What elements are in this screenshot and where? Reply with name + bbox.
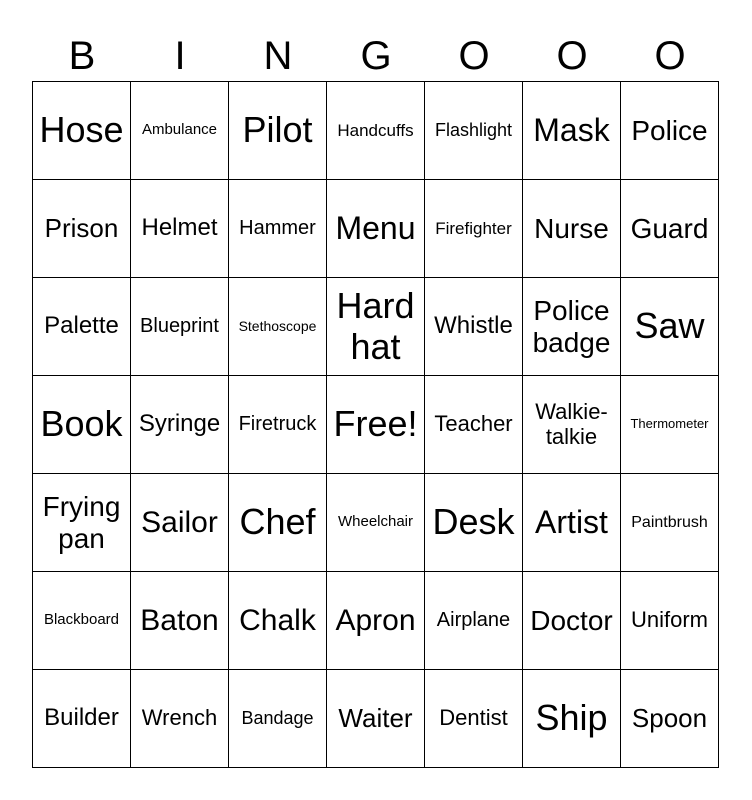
cell-label: Blackboard bbox=[43, 611, 120, 629]
bingo-cell[interactable] bbox=[621, 82, 719, 180]
header-letter-o-2: O bbox=[556, 34, 588, 78]
header-letter-o-1: O bbox=[458, 34, 490, 78]
bingo-cell[interactable] bbox=[621, 376, 719, 474]
cell-label: Mask bbox=[533, 111, 610, 148]
cell-label: Syringe bbox=[138, 410, 221, 438]
bingo-cell[interactable] bbox=[131, 278, 229, 376]
cell-label: Dentist bbox=[439, 705, 508, 731]
cell-label: Uniform bbox=[630, 607, 708, 633]
bingo-cell[interactable] bbox=[33, 670, 131, 768]
cell-label: Wheelchair bbox=[337, 513, 414, 531]
bingo-cell[interactable] bbox=[425, 376, 523, 474]
bingo-cell[interactable] bbox=[425, 474, 523, 572]
bingo-cell[interactable] bbox=[523, 82, 621, 180]
bingo-cell[interactable] bbox=[33, 82, 131, 180]
bingo-cell[interactable] bbox=[131, 572, 229, 670]
bingo-cell[interactable] bbox=[229, 278, 327, 376]
cell-label: Stethoscope bbox=[238, 317, 317, 334]
bingo-board bbox=[32, 81, 719, 768]
cell-label: Thermometer bbox=[630, 416, 709, 432]
cell-label: Handcuffs bbox=[337, 120, 414, 140]
cell-label: Ambulance bbox=[141, 121, 218, 139]
cell-label: Spoon bbox=[631, 702, 708, 733]
cell-label: Artist bbox=[535, 503, 608, 540]
cell-label: Saw bbox=[634, 305, 705, 347]
cell-label: Police bbox=[631, 114, 708, 146]
bingo-cell[interactable] bbox=[621, 278, 719, 376]
bingo-cell[interactable] bbox=[523, 180, 621, 278]
bingo-header bbox=[33, 30, 719, 82]
bingo-cell[interactable] bbox=[327, 572, 425, 670]
bingo-cell[interactable] bbox=[131, 376, 229, 474]
bingo-cell[interactable] bbox=[33, 572, 131, 670]
bingo-cell[interactable] bbox=[327, 670, 425, 768]
bingo-cell[interactable] bbox=[327, 474, 425, 572]
cell-label: Free! bbox=[333, 403, 418, 445]
bingo-cell[interactable] bbox=[621, 180, 719, 278]
header-letter-i: I bbox=[174, 34, 186, 78]
cell-label: Builder bbox=[44, 704, 119, 732]
cell-label: Teacher bbox=[434, 411, 513, 437]
bingo-cell[interactable] bbox=[523, 376, 621, 474]
bingo-cell[interactable] bbox=[229, 572, 327, 670]
bingo-cell[interactable] bbox=[33, 278, 131, 376]
bingo-cell[interactable] bbox=[425, 670, 523, 768]
bingo-cell[interactable] bbox=[523, 278, 621, 376]
header-letter-g: G bbox=[360, 34, 392, 78]
cell-label: Chalk bbox=[239, 603, 316, 637]
free-space[interactable] bbox=[327, 376, 425, 474]
bingo-cell[interactable] bbox=[621, 670, 719, 768]
cell-label: Apron bbox=[335, 603, 416, 637]
bingo-cell[interactable] bbox=[229, 82, 327, 180]
cell-label: Firefighter bbox=[435, 218, 512, 238]
bingo-cell[interactable] bbox=[621, 474, 719, 572]
cell-label: Guard bbox=[630, 212, 709, 244]
cell-label: Walkie-talkie bbox=[535, 398, 608, 449]
bingo-cell[interactable] bbox=[33, 474, 131, 572]
cell-label: Whistle bbox=[434, 312, 513, 340]
cell-label: Airplane bbox=[436, 609, 511, 632]
bingo-cell[interactable] bbox=[229, 180, 327, 278]
header-letter-o-3: O bbox=[654, 34, 686, 78]
cell-label: Flashlight bbox=[434, 120, 513, 141]
bingo-cell[interactable] bbox=[327, 180, 425, 278]
cell-label: Hose bbox=[39, 109, 124, 151]
cell-label: Pilot bbox=[242, 109, 313, 151]
cell-label: Prison bbox=[44, 212, 119, 243]
bingo-cell[interactable] bbox=[33, 180, 131, 278]
bingo-cell[interactable] bbox=[327, 82, 425, 180]
cell-label: Baton bbox=[140, 603, 219, 637]
bingo-cell[interactable] bbox=[229, 670, 327, 768]
cell-label: Wrench bbox=[141, 705, 218, 731]
bingo-cell[interactable] bbox=[229, 376, 327, 474]
bingo-cell[interactable] bbox=[425, 180, 523, 278]
header-letter-b: B bbox=[68, 34, 96, 78]
bingo-cell[interactable] bbox=[523, 572, 621, 670]
cell-label: Firetruck bbox=[238, 413, 317, 436]
cell-label: Blueprint bbox=[140, 315, 219, 338]
bingo-cell[interactable] bbox=[131, 180, 229, 278]
cell-label: Waiter bbox=[338, 702, 413, 733]
cell-label: Desk bbox=[432, 501, 515, 543]
bingo-cell[interactable] bbox=[131, 670, 229, 768]
cell-label: Hard hat bbox=[336, 285, 415, 367]
header-letter-n: N bbox=[263, 34, 293, 78]
cell-label: Paintbrush bbox=[631, 513, 708, 531]
cell-label: Book bbox=[40, 403, 123, 445]
cell-label: Frying pan bbox=[42, 491, 121, 554]
bingo-cell[interactable] bbox=[33, 376, 131, 474]
bingo-cell[interactable] bbox=[327, 278, 425, 376]
cell-label: Chef bbox=[239, 501, 316, 543]
cell-label: Helmet bbox=[141, 214, 218, 242]
cell-label: Police badge bbox=[532, 295, 611, 358]
cell-label: Nurse bbox=[534, 212, 609, 244]
bingo-cell[interactable] bbox=[229, 474, 327, 572]
bingo-cell[interactable] bbox=[425, 278, 523, 376]
cell-label: Palette bbox=[44, 312, 119, 340]
bingo-cell[interactable] bbox=[523, 670, 621, 768]
cell-label: Doctor bbox=[530, 604, 613, 636]
cell-label: Bandage bbox=[241, 708, 314, 729]
bingo-cell[interactable] bbox=[523, 474, 621, 572]
bingo-cell[interactable] bbox=[425, 572, 523, 670]
bingo-cell[interactable] bbox=[621, 572, 719, 670]
bingo-cell[interactable] bbox=[131, 82, 229, 180]
cell-label: Hammer bbox=[239, 217, 316, 240]
cell-label: Sailor bbox=[141, 505, 218, 539]
cell-label: Menu bbox=[335, 209, 416, 246]
cell-label: Ship bbox=[535, 697, 608, 739]
bingo-cell[interactable] bbox=[131, 474, 229, 572]
bingo-cell[interactable] bbox=[425, 82, 523, 180]
